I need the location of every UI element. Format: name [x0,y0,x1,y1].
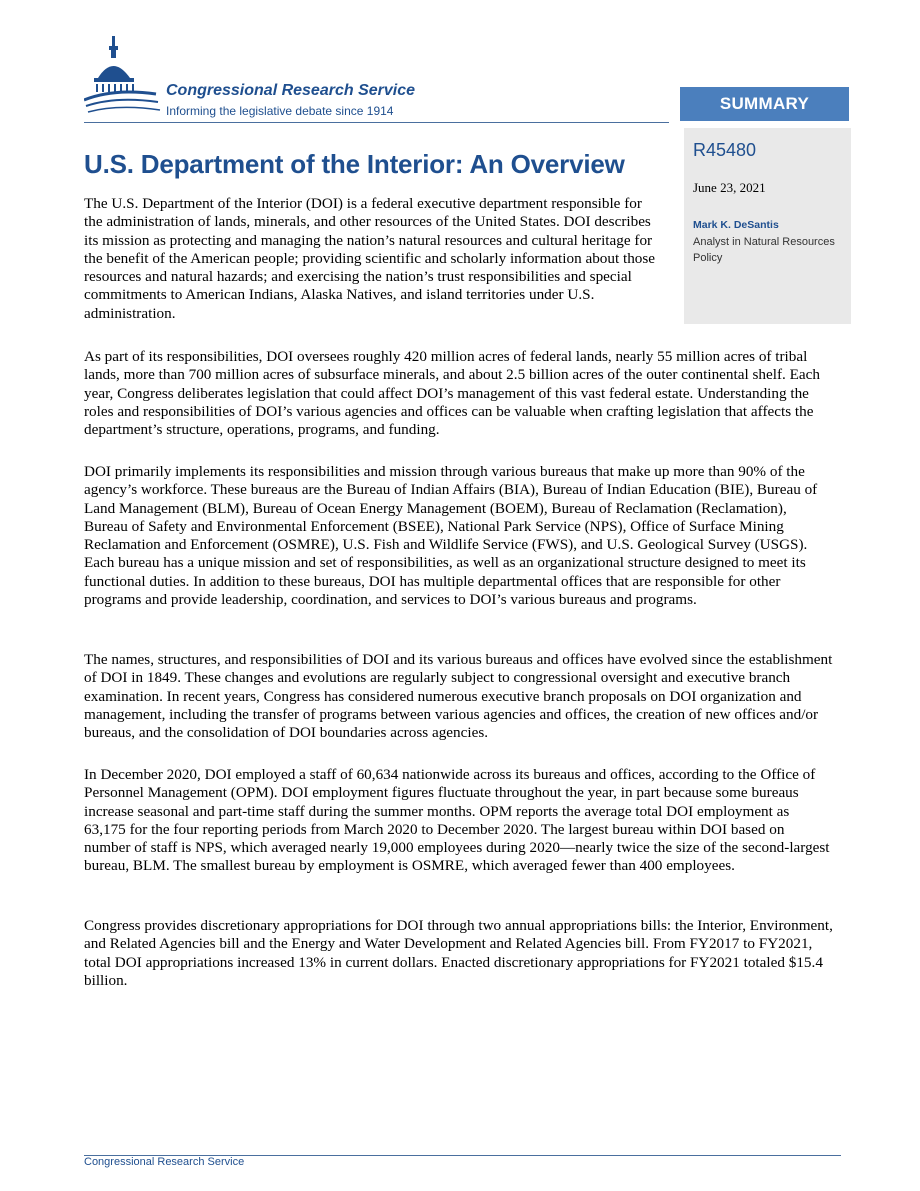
author-title: Analyst in Natural Resources Policy [693,236,835,264]
summary-paragraph: DOI primarily implements its responsibilities and mission through various bureaus that make up more than 90% of the agency’s workforce. These bureaus are the Bureau of Indian Affairs (BIA), Bureau of Indian Education (BIE), Bureau of Land Management (BLM), Bureau of Ocean Energy Management (BOEM), Bureau of Reclamation (Reclamation), Bureau of Safety and Environmental Enforcement (BSEE), National Park Service (NPS), Office of Surface Mining Reclamation and Enforcement (OSMRE), U.S. Fish and Wildlife Service (FWS), and U.S. Geological Survey (USGS). Each bureau has a unique mission and set of responsibilities, as well as an organizational structure designed to meet its functional duties. In addition to these bureaus, DOI has multiple departmental offices that are responsible for other programs and provide leadership, coordination, and services to DOI’s various bureaus and programs. [84,463,818,609]
summary-paragraph: The U.S. Department of the Interior (DOI) is a federal executive department responsible for the administration of lands, minerals, and other resources of the United States. DOI describes its mission as protecting and managing the nation’s natural resources and cultural heritage for the benefit of the American people; providing scientific and scholarly information about those resources and natural hazards; and exercising the nation’s trust responsibilities and special commitments to American Indians, Alaska Natives, and island territories under U.S. administration. [84,195,656,322]
summary-paragraph: The names, structures, and responsibilities of DOI and its various bureaus and offices have evolved since the establishment of DOI in 1849. These changes and evolutions are regularly subject to congressional oversight and executive branch examination. In recent years, Congress has considered numerous executive branch proposals on DOI organization and management, including the transfer of programs between various agencies and offices, the creation of new offices and/or bureaus, and the consolidation of DOI boundaries across agencies. [84,651,833,742]
page-title: U.S. Department of the Interior: An Overview [84,149,625,179]
crs-logo [84,34,484,122]
summary-sidebar [684,128,851,324]
author-name: Mark K. DeSantis [693,219,779,231]
summary-paragraph: Congress provides discretionary appropriations for DOI through two annual appropriations bills: the Interior, Environment, and Related Agencies bill and the Energy and Water Development and Related Agencies bill. From FY2017 to FY2021, total DOI appropriations increased 13% in current dollars. Enacted discretionary appropriations for FY2021 totaled $15.4 billion. [84,917,833,989]
summary-heading: SUMMARY [680,87,849,121]
report-number: R45480 [693,140,757,160]
capitol-dome-icon [84,34,164,122]
report-date: June 23, 2021 [693,180,766,195]
org-tagline: Informing the legislative debate since 1914 [166,104,394,118]
header-divider [84,122,669,123]
footer-org-name: Congressional Research Service [84,1156,245,1168]
org-name: Congressional Research Service [166,82,416,99]
summary-paragraph: In December 2020, DOI employed a staff of 60,634 nationwide across its bureaus and offices, according to the Office of Personnel Management (OPM). DOI employment figures fluctuate throughout the year, in part because some bureaus increase seasonal and part-time staff during the summer months. OPM reports the average total DOI employment as 63,175 for the four reporting periods from March 2020 to December 2020. The largest bureau within DOI based on number of staff is NPS, which averaged nearly 19,000 employees during 2020—nearly twice the size of the second-largest bureau, BLM. The smallest bureau by employment is OSMRE, which averaged fewer than 400 employees. [84,766,830,875]
summary-paragraph: As part of its responsibilities, DOI oversees roughly 420 million acres of federal lands, nearly 55 million acres of tribal lands, more than 700 million acres of subsurface minerals, and about 2.5 billion acres of the outer continental shelf. Each year, Congress deliberates legislation that could affect DOI’s management of this vast federal estate. Understanding the roles and responsibilities of DOI’s various agencies and offices can be valuable when crafting legislation that affects the department’s structure, operations, programs, and funding. [84,348,820,439]
